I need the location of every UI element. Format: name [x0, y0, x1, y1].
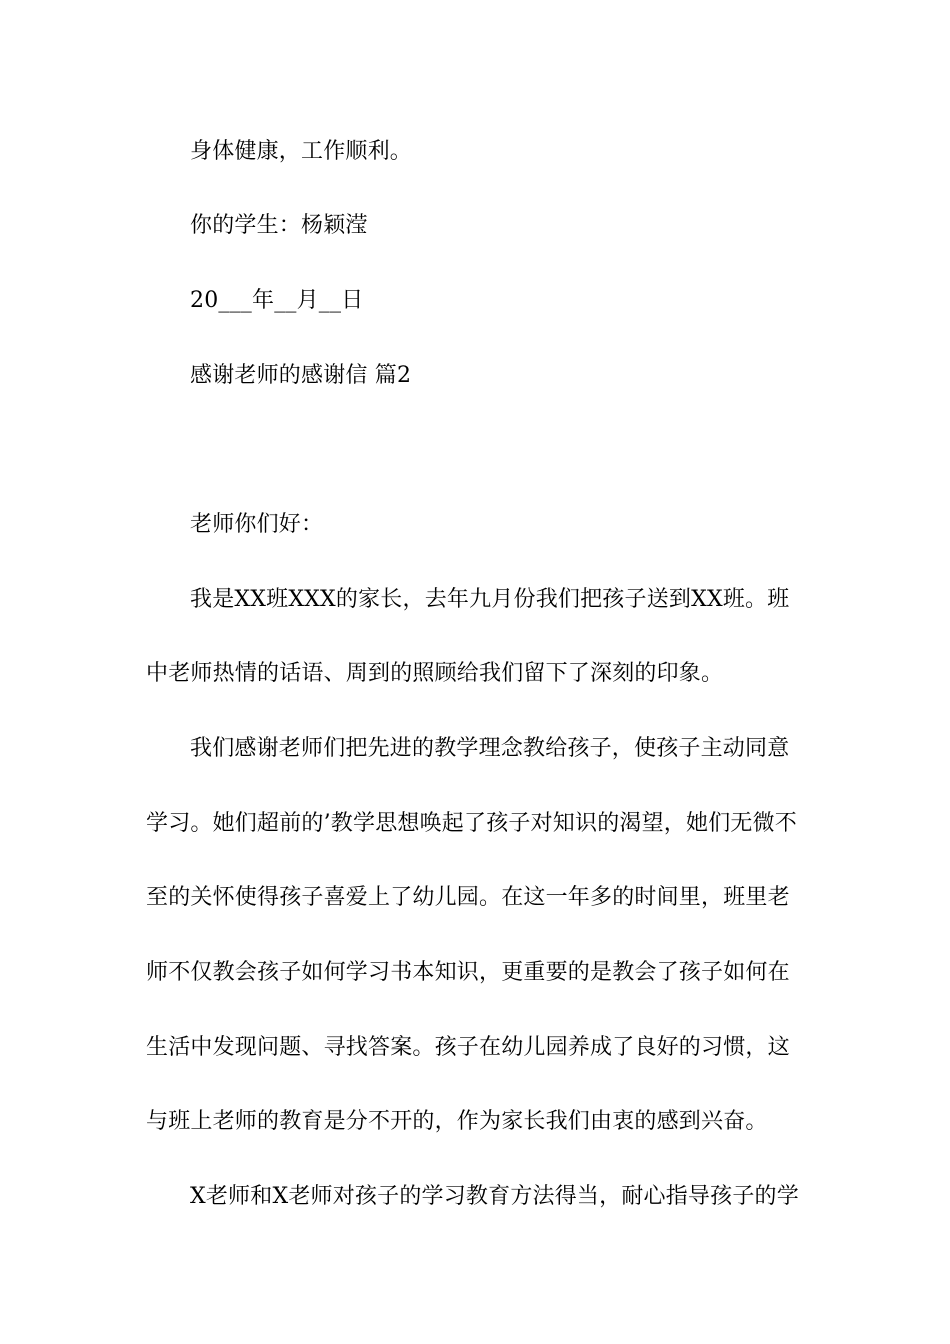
paragraph-2-line-5: 生活中发现问题、寻找答案。孩子在幼儿园养成了良好的习惯，这	[146, 1035, 790, 1060]
date-line: 20___年__月__日	[190, 288, 364, 313]
paragraph-1-line-1: 我是XX班XXX的家长，去年九月份我们把孩子送到XX班。班	[190, 587, 790, 612]
paragraph-1-line-2: 中老师热情的话语、周到的照顾给我们留下了深刻的印象。	[146, 661, 724, 686]
paragraph-2-line-6: 与班上老师的教育是分不开的，作为家长我们由衷的感到兴奋。	[146, 1109, 768, 1134]
paragraph-2-line-2: 学习。她们超前的’教学思想唤起了孩子对知识的渴望，她们无微不	[146, 811, 797, 836]
paragraph-3-line-1: X老师和X老师对孩子的学习教育方法得当，耐心指导孩子的学	[190, 1184, 799, 1209]
section-heading: 感谢老师的感谢信 篇2	[190, 363, 412, 388]
closing-wish: 身体健康，工作顺利。	[190, 139, 413, 164]
salutation: 老师你们好：	[190, 512, 324, 537]
signature-line: 你的学生：杨颖滢	[190, 213, 368, 238]
paragraph-2-line-1: 我们感谢老师们把先进的教学理念教给孩子，使孩子主动同意	[190, 736, 790, 761]
paragraph-2-line-4: 师不仅教会孩子如何学习书本知识，更重要的是教会了孩子如何在	[146, 960, 790, 985]
paragraph-2-line-3: 至的关怀使得孩子喜爱上了幼儿园。在这一年多的时间里，班里老	[146, 885, 790, 910]
